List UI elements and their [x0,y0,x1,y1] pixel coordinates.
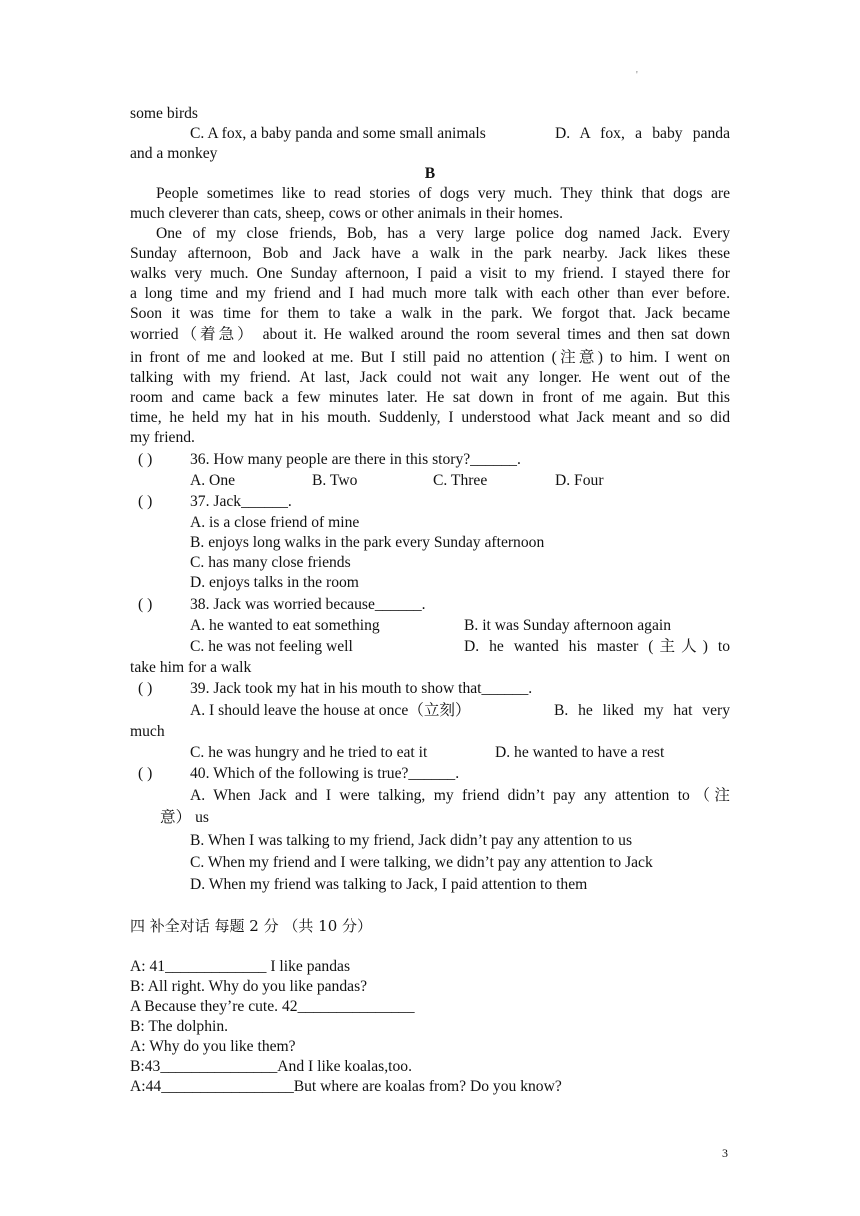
p2-line: room and came back a few minutes later. He sat down in front of me again. But this [130,389,730,406]
question-36 [138,450,738,470]
question-stem: 37. Jack______. [190,493,292,510]
prev-option-d-cont: and a monkey [130,145,218,162]
option-a-cont: 意） us [160,809,209,826]
question-37 [138,492,738,512]
question-stem: 36. How many people are there in this story?______. [190,451,521,468]
question-stem: 39. Jack took my hat in his mouth to show that______. [190,680,533,697]
question-39 [138,679,738,699]
dialogue-line: A: Why do you like them? [130,1038,296,1055]
option-c: C. When my friend and I were talking, we didn’t pay any attention to Jack [190,854,653,871]
p1-line: People sometimes like to read stories of dogs very much. They think that dogs are [156,185,730,202]
option-a: A. I should leave the house at once（立刻） [190,702,471,719]
option-d: D. When my friend was talking to Jack, I paid attention to them [190,876,588,893]
option-d: D. he wanted his master (主人) to [464,638,730,655]
p2-line: a long time and my friend and I had much more talk with each other than ever before. [130,285,730,302]
dialogue-line: A Because they’re cute. 42_______________ [130,998,415,1015]
option-b: B. enjoys long walks in the park every Sunday afternoon [190,534,545,551]
option-a: A. One [190,472,236,489]
question-38 [138,595,738,615]
dialogue-line: B: The dolphin. [130,1018,229,1035]
option-b: B. When I was talking to my friend, Jack didn’t pay any attention to us [190,832,633,849]
answer-paren: ( ) [138,493,153,510]
p2-line: Soon it was time for them to take a walk in the park. We forgot that. Jack became [130,305,730,322]
question-40 [138,764,738,784]
option-c: C. Three [433,472,488,489]
p2-line: my friend. [130,429,195,446]
section-b-heading: B [424,165,436,182]
option-b: B. Two [312,472,358,489]
option-c: C. he was hungry and he tried to eat it [190,744,428,761]
option-d: D. enjoys talks in the room [190,574,359,591]
p2-line: One of my close friends, Bob, has a very large police dog named Jack. Every [156,225,730,242]
page-number: 3 [722,1146,728,1160]
option-b-cont: much [130,723,165,740]
prev-option-c: C. A fox, a baby panda and some small animals [190,125,486,142]
answer-paren: ( ) [138,680,153,697]
option-c: C. he was not feeling well [190,638,353,655]
question-stem: 38. Jack was worried because______. [190,596,426,613]
p2-line: in front of me and looked at me. But I still paid no attention (注意) to him. I went on [130,349,730,366]
answer-paren: ( ) [138,451,153,468]
option-d-cont: take him for a walk [130,659,252,676]
p2-line: Sunday afternoon, Bob and Jack have a walk in the park nearby. Jack likes these [130,245,730,262]
p1-line: much cleverer than cats, sheep, cows or other animals in their homes. [130,205,564,222]
option-c: C. has many close friends [190,554,351,571]
option-a: A. he wanted to eat something [190,617,380,634]
option-d: D. he wanted to have a rest [495,744,665,761]
dialogue-line: A:44_________________But where are koalas from? Do you know? [130,1078,562,1095]
option-d: D. Four [555,472,604,489]
top-mark: ' [636,70,638,81]
dialogue-line: A: 41_____________ I like pandas [130,958,351,975]
p2-line: walks very much. One Sunday afternoon, I paid a visit to my friend. I stayed there for [130,265,730,282]
prev-option-d: D. A fox, a baby panda [555,125,730,142]
option-b: B. he liked my hat very [554,702,730,719]
question-stem: 40. Which of the following is true?______. [190,765,460,782]
p2-line: worried（着急） about it. He walked around the room several times and then sat down [130,326,730,343]
answer-paren: ( ) [138,596,153,613]
option-b: B. it was Sunday afternoon again [464,617,672,634]
prev-options-line1: some birds [130,105,199,122]
p2-line: time, he held my hat in his mouth. Suddenly, I understood what Jack meant and so did [130,409,730,426]
dialogue-line: B:43_______________And I like koalas,too. [130,1058,412,1075]
option-a: A. is a close friend of mine [190,514,360,531]
answer-paren: ( ) [138,765,153,782]
dialogue-line: B: All right. Why do you like pandas? [130,978,368,995]
option-a: A. When Jack and I were talking, my friend didn’t pay any attention to（注 [190,787,730,804]
section-4-heading: 四 补全对话 每题 2 分 （共 10 分） [130,917,373,935]
p2-line: talking with my friend. At last, Jack could not wait any longer. He went out of the [130,369,730,386]
